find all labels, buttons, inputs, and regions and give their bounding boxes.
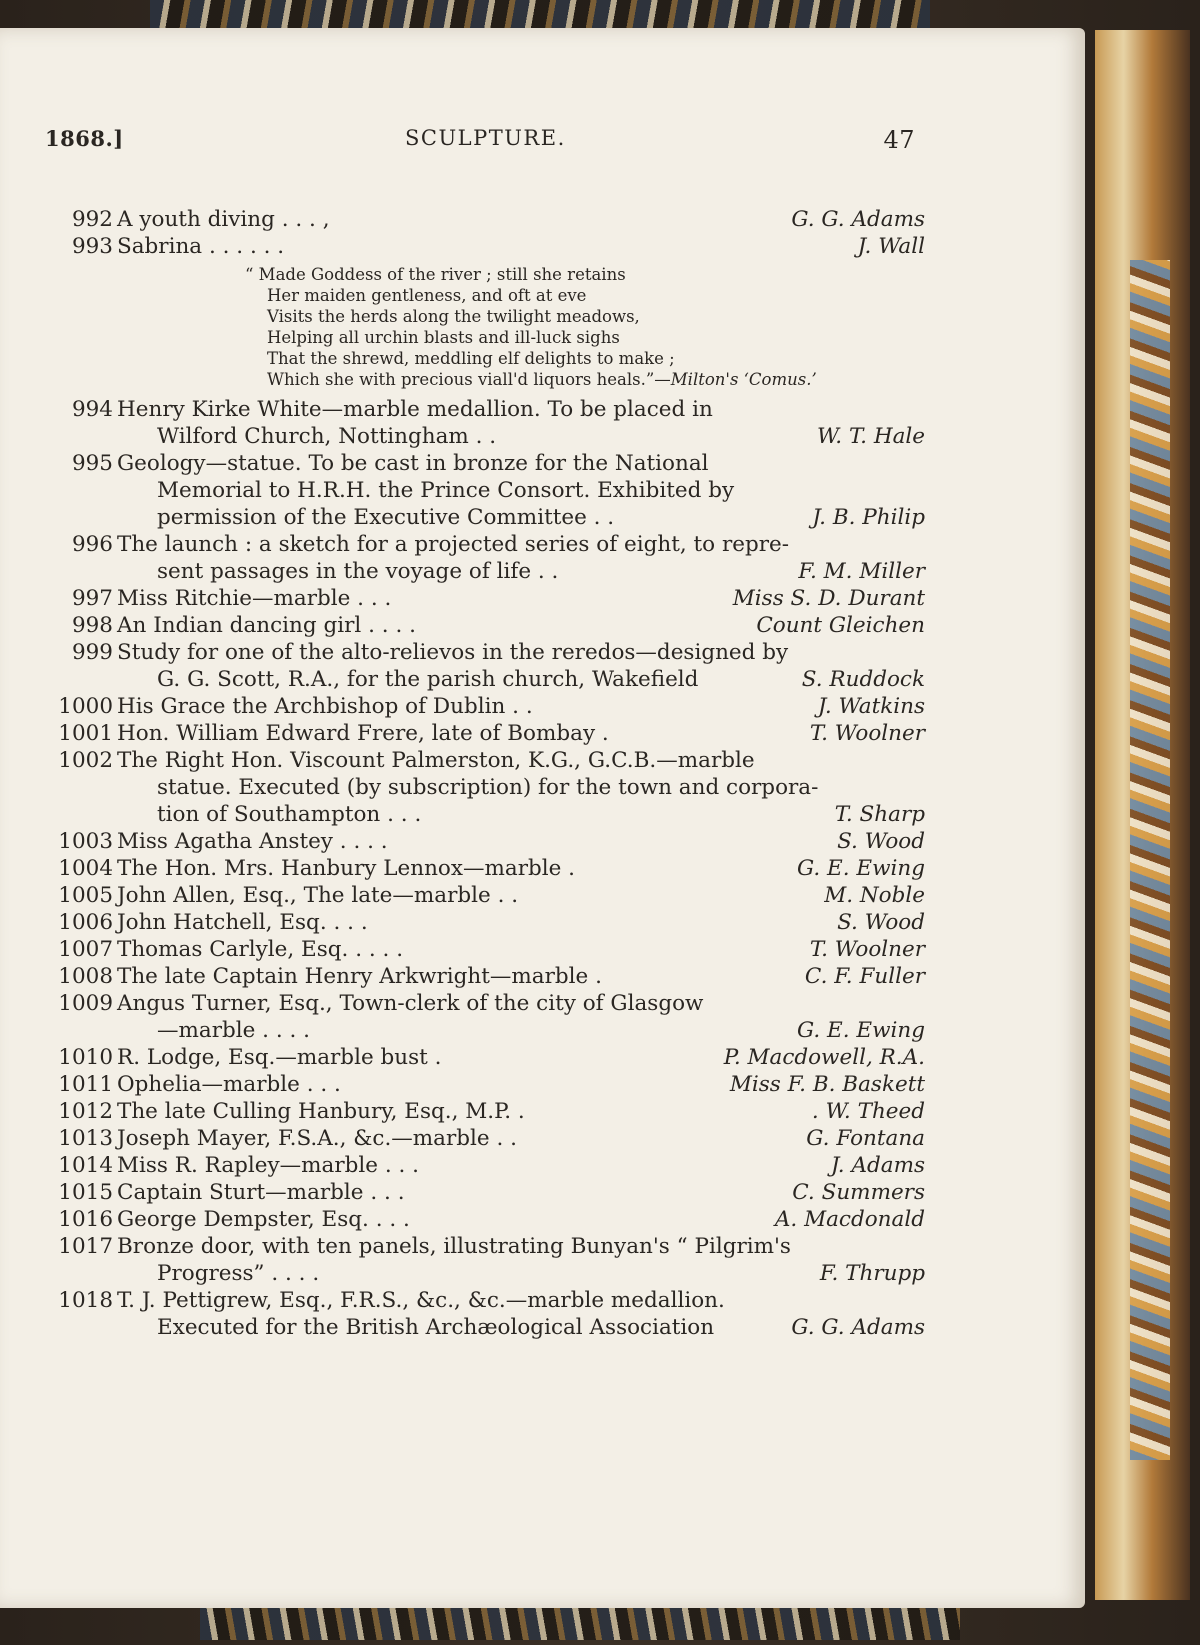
catalogue-entry [45,1071,925,1098]
entry-title: tion of Southampton . . . [157,802,422,827]
quote-line: Her maiden gentleness, and oft at eve [267,286,587,305]
entry-number: 1018 [58,1288,113,1313]
entry-number: 1004 [58,856,113,881]
quote-line: Helping all urchin blasts and ill-luck sighs [267,328,620,347]
header-year: 1868.] [45,126,124,151]
entry-artist: G. G. Adams [791,1315,925,1340]
entry-line [45,990,925,1017]
entry-line [45,1071,925,1098]
entry-artist: A. Macdonald [774,1207,925,1232]
catalogue-entry [45,882,925,909]
entry-number: 1002 [58,748,113,773]
entry-line [45,504,925,531]
entry-line [45,774,925,801]
catalogue-entries [45,206,925,1341]
catalogue-entry [45,1287,925,1341]
verse-quote [245,260,925,396]
catalogue-entry [45,1044,925,1071]
entry-title: permission of the Executive Committee . . [157,505,615,530]
catalogue-entry [45,1098,925,1125]
catalogue-entry [45,396,925,450]
entry-number: 1010 [58,1045,113,1070]
entry-line [45,855,925,882]
entry-title: Wilford Church, Nottingham . . [157,424,497,449]
entry-artist: T. Sharp [834,802,925,827]
entry-artist: J. Wall [857,234,925,259]
entry-number: 1011 [58,1072,113,1097]
catalogue-entry [45,233,925,396]
entry-title: —marble . . . . [157,1018,311,1043]
entry-line [45,666,925,693]
entry-number: 1012 [58,1099,113,1124]
entry-line [45,1233,925,1260]
entry-title: G. G. Scott, R.A., for the parish church, Wakefield [157,667,699,692]
entry-title: Angus Turner, Esq., Town-clerk of the city of Glasgow [117,991,704,1016]
entry-artist: Miss F. B. Baskett [729,1072,925,1097]
entry-title: Memorial to H.R.H. the Prince Consort. Exhibited by [157,478,735,503]
entry-line [45,1206,925,1233]
quote-line: That the shrewd, meddling elf delights to make ; [267,349,675,368]
entry-artist: T. Woolner [809,721,925,746]
entry-line [45,1044,925,1071]
catalogue-entry [45,531,925,585]
entry-number: 993 [71,234,113,259]
entry-artist: W. T. Hale [816,424,925,449]
catalogue-entry [45,990,925,1044]
entry-title: An Indian dancing girl . . . . [117,613,416,638]
entry-line [45,450,925,477]
book-page [0,28,1085,1608]
entry-title: T. J. Pettigrew, Esq., F.R.S., &c., &c.—marble medallion. [117,1288,725,1313]
entry-line [45,801,925,828]
entry-artist: F. M. Miller [798,559,925,584]
entry-number: 1008 [58,964,113,989]
entry-line [45,828,925,855]
entry-number: 1007 [58,937,113,962]
entry-line [45,747,925,774]
entry-line [45,558,925,585]
entry-number: 998 [71,613,113,638]
entry-number: 1017 [58,1234,113,1259]
quote-line: “ Made Goddess of the river ; still she retains [245,265,626,284]
entry-title: Executed for the British Archæological Association [157,1315,715,1340]
entry-title: Geology—statue. To be cast in bronze for the National [117,451,709,476]
entry-title: The launch : a sketch for a projected series of eight, to repre- [117,532,789,557]
entry-number: 1006 [58,910,113,935]
entry-line [45,233,925,260]
entry-number: 1014 [58,1153,113,1178]
entry-number: 1001 [58,721,113,746]
entry-title: Miss Agatha Anstey . . . . [117,829,388,854]
entry-number: 1013 [58,1126,113,1151]
entry-title: Sabrina . . . . . . [117,234,285,259]
entry-number: 1000 [58,694,113,719]
entry-artist: . W. Theed [811,1099,925,1124]
entry-title: Study for one of the alto-relievos in the reredos—designed by [117,640,789,665]
running-head [45,126,915,156]
catalogue-entry [45,855,925,882]
entry-line [45,936,925,963]
catalogue-entry [45,206,925,233]
catalogue-entry [45,693,925,720]
entry-artist: Miss S. D. Durant [732,586,925,611]
catalogue-entry [45,1233,925,1287]
entry-title: George Dempster, Esq. . . . [117,1207,410,1232]
catalogue-entry [45,936,925,963]
catalogue-entry [45,450,925,531]
entry-title: A youth diving . . . , [117,207,330,232]
entry-artist: S. Ruddock [801,667,925,692]
entry-title: The late Culling Hanbury, Esq., M.P. . [117,1099,525,1124]
entry-title: Progress” . . . . [157,1261,320,1286]
entry-number: 1009 [58,991,113,1016]
entry-title: Hon. William Edward Frere, late of Bombay . [117,721,609,746]
entry-artist: S. Wood [837,910,925,935]
entry-line [45,1152,925,1179]
entry-artist: C. Summers [792,1180,925,1205]
catalogue-entry [45,828,925,855]
entry-line [45,1314,925,1341]
entry-line [45,720,925,747]
entry-line [45,1098,925,1125]
entry-title: Henry Kirke White—marble medallion. To be placed in [117,397,713,422]
entry-line [45,1017,925,1044]
entry-artist: G. Fontana [806,1126,925,1151]
entry-number: 995 [71,451,113,476]
entry-title: John Allen, Esq., The late—marble . . [117,883,519,908]
entry-artist: J. B. Philip [812,505,925,530]
entry-artist: F. Thrupp [819,1261,925,1286]
entry-title: Miss Ritchie—marble . . . [117,586,392,611]
entry-line [45,585,925,612]
entry-artist: Count Gleichen [756,613,925,638]
entry-number: 1005 [58,883,113,908]
entry-line [45,693,925,720]
entry-title: Captain Sturt—marble . . . [117,1180,405,1205]
entry-artist: G. G. Adams [791,207,925,232]
entry-artist: T. Woolner [809,937,925,962]
entry-title: R. Lodge, Esq.—marble bust . [117,1045,442,1070]
entry-line [45,963,925,990]
page-number: 47 [883,126,915,154]
entry-line [45,396,925,423]
entry-title: Bronze door, with ten panels, illustrating Bunyan's “ Pilgrim's [117,1234,791,1259]
entry-title: Thomas Carlyle, Esq. . . . . [117,937,404,962]
catalogue-entry [45,963,925,990]
entry-artist: M. Noble [824,883,925,908]
entry-artist: S. Wood [837,829,925,854]
entry-title: John Hatchell, Esq. . . . [117,910,368,935]
entry-title: Miss R. Rapley—marble . . . [117,1153,420,1178]
entry-line [45,423,925,450]
header-title: SCULPTURE. [405,126,566,150]
quote-attribution: Milton's ‘Comus.’ [670,370,817,389]
entry-line [45,909,925,936]
catalogue-entry [45,909,925,936]
entry-number: 1015 [58,1180,113,1205]
entry-artist: C. F. Fuller [804,964,925,989]
entry-number: 1003 [58,829,113,854]
catalogue-entry [45,1125,925,1152]
catalogue-entry [45,747,925,828]
entry-title: statue. Executed (by subscription) for the town and corpora- [157,775,819,800]
catalogue-entry [45,612,925,639]
quote-line: Visits the herds along the twilight meadows, [267,307,640,326]
entry-title: The Hon. Mrs. Hanbury Lennox—marble . [117,856,576,881]
catalogue-entry [45,1206,925,1233]
entry-line [45,639,925,666]
entry-line [45,612,925,639]
entry-line [45,882,925,909]
entry-line [45,1260,925,1287]
entry-number: 994 [71,397,113,422]
catalogue-entry [45,639,925,693]
entry-title: The Right Hon. Viscount Palmerston, K.G., G.C.B.—marble [117,748,755,773]
catalogue-entry [45,1152,925,1179]
entry-line [45,1125,925,1152]
entry-number: 997 [71,586,113,611]
catalogue-entry [45,1179,925,1206]
entry-artist: G. E. Ewing [796,856,925,881]
entry-title: sent passages in the voyage of life . . [157,559,559,584]
entry-line [45,531,925,558]
quote-line: Which she with precious viall'd liquors heals.”—Milton's ‘Comus.’ [267,370,817,389]
entry-line [45,1179,925,1206]
catalogue-entry [45,720,925,747]
entry-line [45,1287,925,1314]
entry-artist: J. Adams [830,1153,925,1178]
entry-title: Ophelia—marble . . . [117,1072,341,1097]
entry-line [45,477,925,504]
entry-artist: J. Watkins [817,694,925,719]
entry-title: Joseph Mayer, F.S.A., &c.—marble . . [117,1126,517,1151]
entry-artist: G. E. Ewing [796,1018,925,1043]
entry-number: 1016 [58,1207,113,1232]
entry-title: His Grace the Archbishop of Dublin . . [117,694,533,719]
entry-line [45,206,925,233]
catalogue-entry [45,585,925,612]
entry-number: 996 [71,532,113,557]
entry-artist: P. Macdowell, R.A. [723,1045,925,1070]
entry-number: 999 [71,640,113,665]
entry-title: The late Captain Henry Arkwright—marble . [117,964,602,989]
marbled-edge-right [1130,260,1170,1460]
entry-number: 992 [71,207,113,232]
